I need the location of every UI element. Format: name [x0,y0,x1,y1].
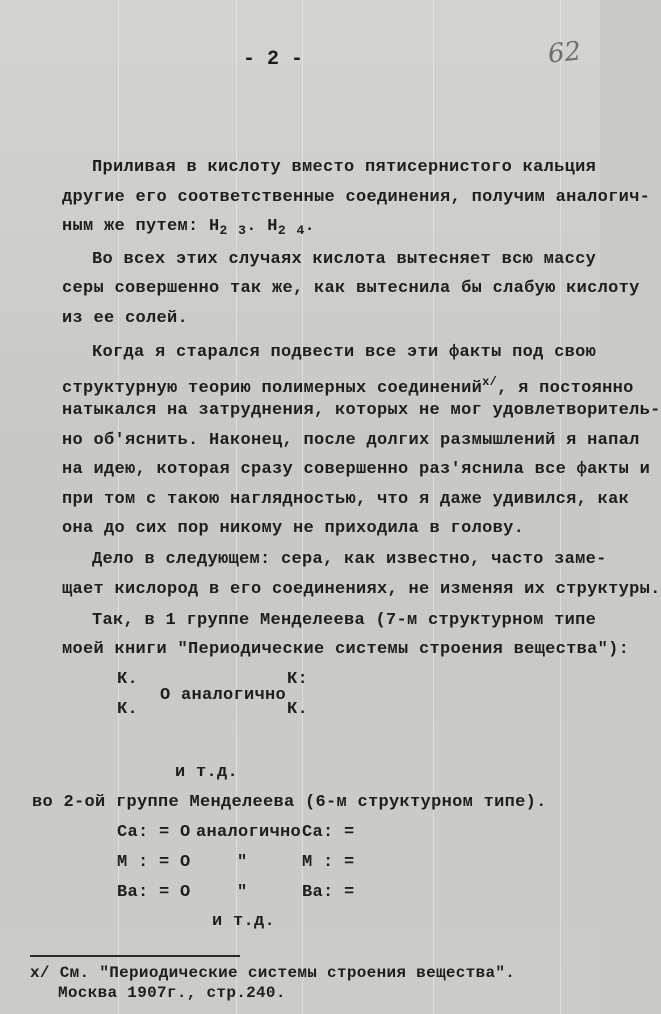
text-line-3-start: ным же путем: H [62,217,220,236]
group2-row-2-right: M : = [302,853,355,872]
group1-mid: O аналогично [160,686,287,705]
group1-k1: К. [117,670,139,689]
group2-row-3-left: Ba: = O [117,883,191,902]
text-line-8-start: структурную теорию полимерных соединений [62,379,483,398]
formula-dot: . [246,217,257,236]
text-line-8-tail: , я постоянно [497,379,634,398]
footnote-line-1 [30,963,515,983]
formula-h: H [267,217,278,236]
text-line-13: она до сих пор никому не приходила в голову. [62,519,525,538]
formula-sub-d: 4 [296,223,305,238]
group1-k3: К: [287,670,309,689]
text-line-17: моей книги "Периодические системы строения вещества"): [62,640,630,659]
text-line-3 [62,217,315,241]
group2-row-2-left: M : = O [117,853,191,872]
group1-k4: К. [287,700,309,719]
text-line-12: при том с такою наглядностью, что я даже удивился, как [62,490,630,509]
formula-end: . [304,217,316,236]
footnote-mark: x/ [482,375,498,389]
formula-sub-a: 2 [219,223,228,238]
formula-sub-b: 3 [238,223,247,238]
group1-k2: К. [117,700,139,719]
text-line-8 [62,372,634,399]
footnote-mark-bottom: x/ [30,964,50,982]
formula-sub-c: 2 [277,223,286,238]
group2-row-3-right: Ba: = [302,883,355,902]
text-line-6: из ее солей. [62,309,189,328]
footnote-line-2: Москва 1907г., стр.240. [58,984,286,1002]
page-number: - 2 - [243,48,304,71]
group2-intro: во 2-ой группе Менделеева (6-м структурном типе). [32,793,547,812]
text-line-11: на идею, которая сразу совершенно раз'яснила все факты и [62,460,651,479]
group2-row-1-left: Ca: = O [117,823,191,842]
text-line-10: но об'яснить. Наконец, после долгих размышлений я напал [62,431,640,450]
group2-row-1-right: Ca: = [302,823,355,842]
group2-row-3-mid: " [237,883,248,902]
group2-row-2-mid: " [237,853,248,872]
text-line-2: другие его соответственные соединения, получим аналогич- [62,188,651,207]
etc-1: и т.д. [175,763,239,782]
text-line-16: Так, в 1 группе Менделеева (7-м структурном типе [92,611,597,630]
footnote-text-1: См. "Периодические системы строения вещества". [59,964,516,982]
text-line-14: Дело в следующем: сера, как известно, часто заме- [92,550,607,569]
group2-row-1-mid: аналогично [196,823,302,842]
archive-number: 62 [546,36,583,70]
etc-2: и т.д. [212,912,276,931]
text-line-4: Во всех этих случаях кислота вытесняет всю массу [92,250,597,269]
text-line-5: серы совершенно так же, как вытеснила бы слабую кислоту [62,279,640,298]
text-line-9: натыкался на затруднения, которых не мог удовлетворитель- [62,401,661,420]
text-line-15: щает кислород в его соединениях, не изменяя их структуры. [62,580,661,599]
footnote-divider [30,955,240,957]
text-line-1: Приливая в кислоту вместо пятисернистого кальция [92,158,597,177]
text-line-7: Когда я старался подвести все эти факты под свою [92,343,597,362]
